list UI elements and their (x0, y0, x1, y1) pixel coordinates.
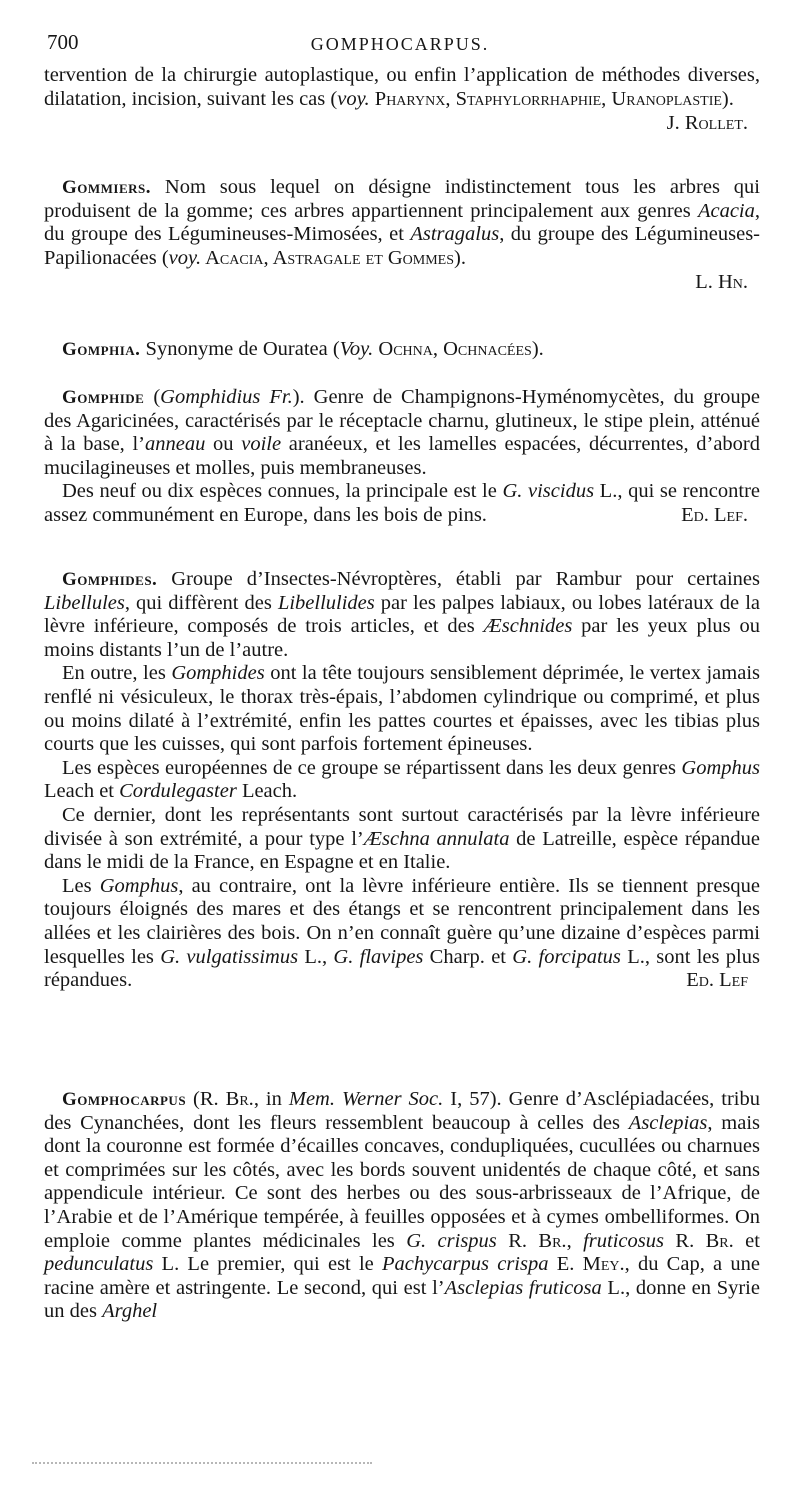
text: (R. (186, 1088, 226, 1110)
text: L., qui se rencontre assez communément en Europe, dans les bois de pins. (44, 480, 760, 526)
text: Leach et (44, 780, 120, 803)
voy-ref: voy. (168, 246, 202, 269)
text: Nom sous lequel on désigne indistinctement tous les arbres qui produisent de la gomme; ces arbres appartiennent principalement aux genres (44, 176, 760, 222)
entry-gomphocarpus (44, 1088, 760, 1324)
genus-name: Acacia (697, 199, 755, 222)
author-signature: Ed. Lef. (681, 503, 748, 526)
cross-references: Acacia, Astragale et Gommes). (201, 246, 466, 269)
text: ). Genre de Champignons-Hyménomycètes, du groupe des Agaricinées, caractérisés par le réceptacle charnu, glutineux, le stipe plein, atténué à la base, l’ (44, 386, 760, 456)
voy-ref: voy. (337, 87, 370, 110)
genus-name: Gomphus (99, 874, 179, 897)
paragraph (44, 568, 760, 662)
term: voile (241, 433, 282, 456)
text: , (566, 1229, 584, 1252)
entry-gomphia (44, 338, 760, 362)
text: par les yeux plus ou moins distants l’un de l’autre. (44, 615, 760, 661)
text: Synonyme de Ouratea ( (140, 338, 340, 360)
genus-name: Cordulegaster (119, 780, 237, 803)
species-name: fruticosus (583, 1229, 664, 1252)
author-signature: L. Hn. (695, 271, 748, 294)
text: . et (728, 1229, 760, 1252)
text: E. (548, 1253, 583, 1276)
author-signature: Ed. Lef (686, 969, 748, 992)
text: tervention de la chirurgie autoplastique, ou enfin l’application de méthodes diverses, dilatation, incision, suivant les cas ( (44, 64, 760, 110)
paragraph (44, 176, 760, 270)
headword: Gomphides. (62, 569, 158, 590)
entry-gomphide (44, 386, 760, 528)
taxon-name: Æschnides (483, 615, 573, 638)
text: , in (253, 1088, 289, 1110)
text: Charp. et (423, 945, 513, 968)
text: L. Le premier, qui est le (153, 1253, 382, 1276)
text: L., (298, 945, 334, 968)
species-name: G. forcipatus (512, 945, 621, 968)
paragraph (44, 1088, 760, 1324)
cross-references: Ochna, Ochnacées). (373, 338, 544, 360)
paragraph (44, 338, 760, 362)
paragraph (44, 662, 760, 756)
taxon-name: Libellules (44, 591, 125, 614)
term: anneau (145, 433, 206, 456)
entry-continuation (44, 64, 760, 136)
text: ont la tête toujours sensiblement déprimée, le vertex jamais renflé ni vésiculeux, le thorax très-épais, l’abdomen cylindrique ou comprimé, et plus ou moins dilaté à l’extrémité, enfin les pattes courtes et épaisses, avec les tibias plus courts que les cuisses, qui sont parfois fortement épineuses. (44, 662, 760, 756)
cross-references: Pharynx, Staphylorrhaphie, Uranoplastie). (369, 87, 734, 110)
voy-ref: Voy. (339, 338, 374, 360)
species-name: Pachycarpus crispa (381, 1253, 549, 1276)
text: aranéeux, et les lamelles espacées, décurrentes, d’abord mucilagineuses et molles, puis membraneuses. (44, 433, 761, 479)
genus-name: Gomphus (681, 756, 760, 779)
text: , qui diffèrent des (124, 591, 278, 614)
term: Arghel (102, 1300, 158, 1323)
footer-print-artifact (32, 1462, 372, 1467)
author-abbrev: Br. (538, 1229, 567, 1252)
author-abbrev: Mey. (582, 1253, 625, 1276)
text: par les palpes labiaux, ou lobes latéraux de la lèvre inférieure, composés de trois articles, et des (44, 591, 760, 638)
genus-name: Asclepias (628, 1111, 708, 1134)
running-head: GOMPHOCARPUS. (310, 34, 490, 54)
author-abbrev: Br (705, 1229, 729, 1252)
paragraph (44, 386, 760, 480)
taxon-name: Libellulides (277, 591, 375, 614)
paragraph (44, 804, 760, 875)
text: Groupe d’Insectes-Névroptères, établi par Rambur pour certaines (157, 568, 760, 590)
author-abbrev: Br. (225, 1088, 254, 1110)
text: ou (205, 433, 242, 456)
text: Ce dernier, dont les représentants sont surtout caractérisés par la lèvre inférieure divisée à son extrémité, a pour type l’ (44, 803, 760, 850)
text: Leach. (236, 780, 298, 803)
genus-name: Astragalus (410, 223, 500, 246)
publication-title: Mem. Werner Soc. (288, 1088, 444, 1110)
text: Des neuf ou dix espèces connues, la principale est le (62, 480, 503, 503)
species-name: G. viscidus (502, 480, 595, 503)
text: , du groupe des Légumineuses-Papilionacées ( (44, 223, 761, 269)
page-number: 700 (47, 30, 79, 54)
species-name: G. vulgatissimus (160, 945, 299, 968)
text: L., donne en Syrie un des (44, 1276, 760, 1323)
species-name: G. crispus (406, 1229, 497, 1252)
taxon-name: Gomphides (171, 662, 265, 685)
text: R. (496, 1229, 539, 1252)
species-name: Asclepias fruticosa (444, 1276, 602, 1299)
species-name: pedunculatus (44, 1253, 154, 1276)
text: de Latreille, espèce répandue dans le midi de la France, en Espagne et en Italie. (44, 827, 761, 874)
headword: Gomphia. (62, 339, 141, 360)
paragraph (44, 64, 760, 111)
text: , du Cap, a une racine amère et astringente. Le second, qui est l’ (44, 1253, 760, 1299)
text: R. (663, 1229, 706, 1252)
text: , au contraire, ont la lèvre inférieure entière. Ils se tiennent presque toujours éloignés des mares et des étangs et se rencontrent principalement dans les allées et les clairières des bois. On n’en connaît guère qu’une dizaine d’espèces parmi lesquelles les (44, 874, 760, 968)
text: Les espèces européennes de ce groupe se répartissent dans les deux genres (62, 756, 682, 779)
headword: Gomphocarpus (62, 1089, 187, 1110)
latin-name: Gomphidius Fr. (160, 386, 293, 408)
entry-gomphides (44, 568, 760, 993)
text: Les (62, 874, 100, 897)
author-signature: J. Rollet. (666, 112, 748, 135)
species-name: Æschna annulata (363, 827, 510, 850)
paragraph (44, 757, 760, 804)
headword: Gommiers. (62, 177, 152, 198)
text: En outre, les (62, 662, 172, 685)
text: L., sont les plus répandues. (44, 945, 760, 992)
text: , mais dont la couronne est formée d’écailles concaves, condupliquées, cucullées ou charnues et comprimées sur les côtés, avec les bords souvent unidentés de chaque côté, et sans appendicule intérieur. Ce sont des herbes ou des sous-arbrisseaux de l’Afrique, de l’Arabie et de l’Amérique tempérée, à feuilles opposées et à cymes ombelliformes. On emploie comme plantes médicinales les (44, 1111, 761, 1252)
headword: Gomphide (62, 387, 145, 408)
text: , du groupe des Légumineuses-Mimosées, et (44, 199, 760, 246)
species-name: G. flavipes (333, 945, 424, 968)
text: I, 57). Genre d’Asclépiadacées, tribu des Cynanchées, dont les fleurs ressemblent beaucoup à celles des (44, 1088, 760, 1134)
text: ( (144, 386, 161, 408)
entry-gommiers (44, 176, 760, 295)
